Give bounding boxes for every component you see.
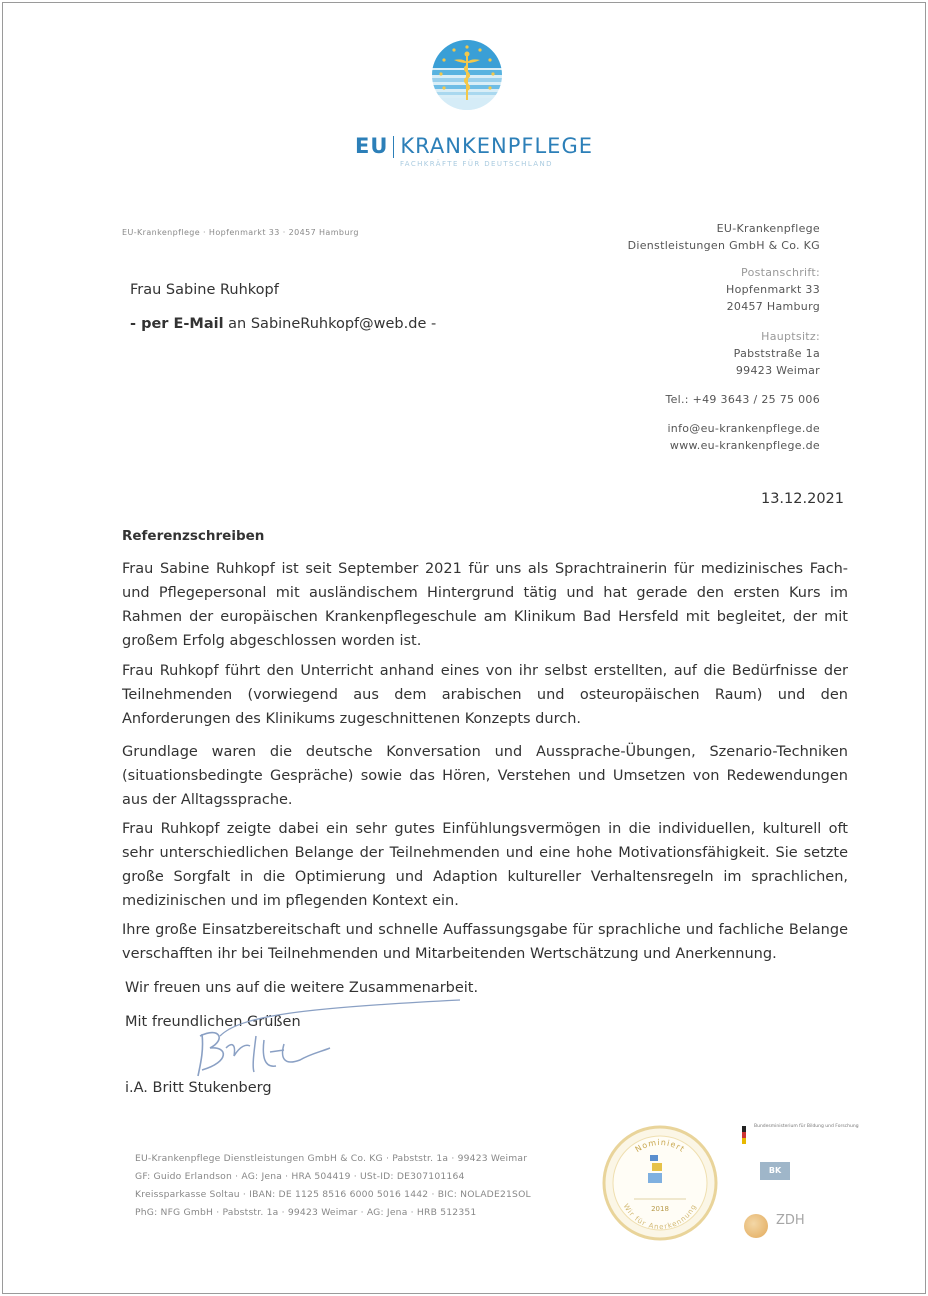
closing-outro: Wir freuen uns auf die weitere Zusammenarbeit.	[125, 980, 479, 996]
postal-address	[726, 264, 820, 315]
handwritten-signature	[180, 996, 480, 1084]
bk-label: BK	[760, 1162, 790, 1180]
zdh-label: ZDH	[776, 1213, 805, 1228]
company-name	[628, 220, 820, 254]
recipient-note-bold: - per E-Mail	[130, 316, 224, 332]
footer-line-3: Kreissparkasse Soltau · IBAN: DE 1125 8516 6000 5016 1442 · BIC: NOLADE21SOL	[135, 1189, 531, 1200]
hq-street: Pabststraße 1a	[733, 347, 820, 360]
zdh-emblem-icon	[744, 1214, 768, 1238]
company-web: www.eu-krankenpflege.de	[669, 439, 820, 452]
nominated-award-seal-icon	[600, 1123, 720, 1243]
seal-top-text: Nominiert	[633, 1137, 687, 1155]
caduceus-logo-icon	[430, 38, 504, 112]
letter-date: 13.12.2021	[760, 491, 844, 507]
company-email: info@eu-krankenpflege.de	[667, 422, 820, 435]
recipient-note-email: an SabineRuhkopf@web.de -	[223, 316, 437, 332]
german-flag-icon	[742, 1126, 746, 1144]
body-paragraph-2: Frau Ruhkopf führt den Unterricht anhand eines von ihr selbst erstellten, auf die Bedürfnisse der Teilnehmenden (vorwiegend aus dem arabischen und osteuropäischen Raum) und den Anforderungen des Klinikums zugeschnittenen Konzepts durch.	[122, 663, 848, 727]
postal-label: Postanschrift:	[741, 266, 820, 279]
body-paragraph-3: Grundlage waren die deutsche Konversation und Aussprache-Übungen, Szenario-Techniken (situationsbedingte Gespräche) sowie das Hören, Verstehen und Umsetzen von Redewendungen aus der Alltagssprache.	[122, 744, 848, 808]
recipient-name: Frau Sabine Ruhkopf	[130, 282, 279, 298]
hq-city: 99423 Weimar	[735, 364, 820, 377]
company-line-2: Dienstleistungen GmbH & Co. KG	[627, 239, 820, 252]
seal-bottom-text: Wir für Anerkennung	[621, 1202, 699, 1232]
footer-line-4: PhG: NFG GmbH · Pabststr. 1a · 99423 Weimar · AG: Jena · HRB 512351	[135, 1207, 477, 1218]
signatory-name: i.A. Britt Stukenberg	[125, 1080, 272, 1096]
bk-certificate-logo	[760, 1162, 792, 1192]
ministry-text: Bundesministerium für Bildung und Forschung	[754, 1124, 859, 1129]
letter-subject: Referenzschreiben	[122, 528, 265, 544]
footer-line-2: GF: Guido Erlandson · AG: Jena · HRA 504419 · USt-ID: DE307101164	[135, 1171, 465, 1182]
body-paragraph-4: Frau Ruhkopf zeigte dabei ein sehr gutes Einfühlungsvermögen in die individuellen, kulturell oft sehr unterschiedlichen Belange der Teilnehmenden und eine hohe Motivationsfähigkeit. Sie setzte große Sorgfalt in die Optimierung und Adaption kultureller Verhaltensregeln im sprachlichen, medizinischen und im pflegenden Kontext ein.	[122, 821, 848, 909]
brand-tagline: FACHKRÄFTE FÜR DEUTSCHLAND	[400, 160, 553, 168]
zdh-logo	[744, 1212, 834, 1242]
ministry-logo	[742, 1124, 859, 1152]
postal-street: Hopfenmarkt 33	[726, 283, 820, 296]
body-paragraph-1: Frau Sabine Ruhkopf ist seit September 2021 für uns als Sprachtrainerin für medizinisches Fach- und Pflegepersonal mit ausländischem Hintergrund tätig und hat gerade den ersten Kurs im Rahmen der europäischen Krankenpflegeschule am Klinikum Bad Hersfeld mit begleitet, der mit großem Erfolg abgeschlossen worden ist.	[122, 561, 848, 649]
hq-label: Hauptsitz:	[761, 330, 820, 343]
brand-eu: EU	[355, 134, 389, 158]
company-contact	[667, 420, 820, 454]
company-phone: Tel.: +49 3643 / 25 75 006	[665, 393, 820, 406]
sender-line: EU-Krankenpflege · Hopfenmarkt 33 · 20457 Hamburg	[122, 228, 359, 237]
seal-year: 2018	[651, 1205, 669, 1213]
closing-greeting: Mit freundlichen Grüßen	[125, 1014, 301, 1030]
postal-city: 20457 Hamburg	[726, 300, 820, 313]
body-paragraph-5: Ihre große Einsatzbereitschaft und schnelle Auffassungsgabe für sprachliche und fachliche Belange verschafften ihr bei Teilnehmenden und Mitarbeitenden Wertschätzung und Anerkennung.	[122, 922, 848, 962]
brand-wordmark	[355, 134, 595, 158]
brand-separator	[393, 136, 394, 158]
company-line-1: EU-Krankenpflege	[716, 222, 820, 235]
footer-line-1: EU-Krankenpflege Dienstleistungen GmbH & Co. KG · Pabststr. 1a · 99423 Weimar	[135, 1153, 528, 1164]
headquarters-address	[734, 328, 820, 379]
brand-name: KRANKENPFLEGE	[400, 134, 593, 158]
recipient-email-note	[130, 316, 436, 332]
footer-legal-info	[135, 1150, 531, 1222]
